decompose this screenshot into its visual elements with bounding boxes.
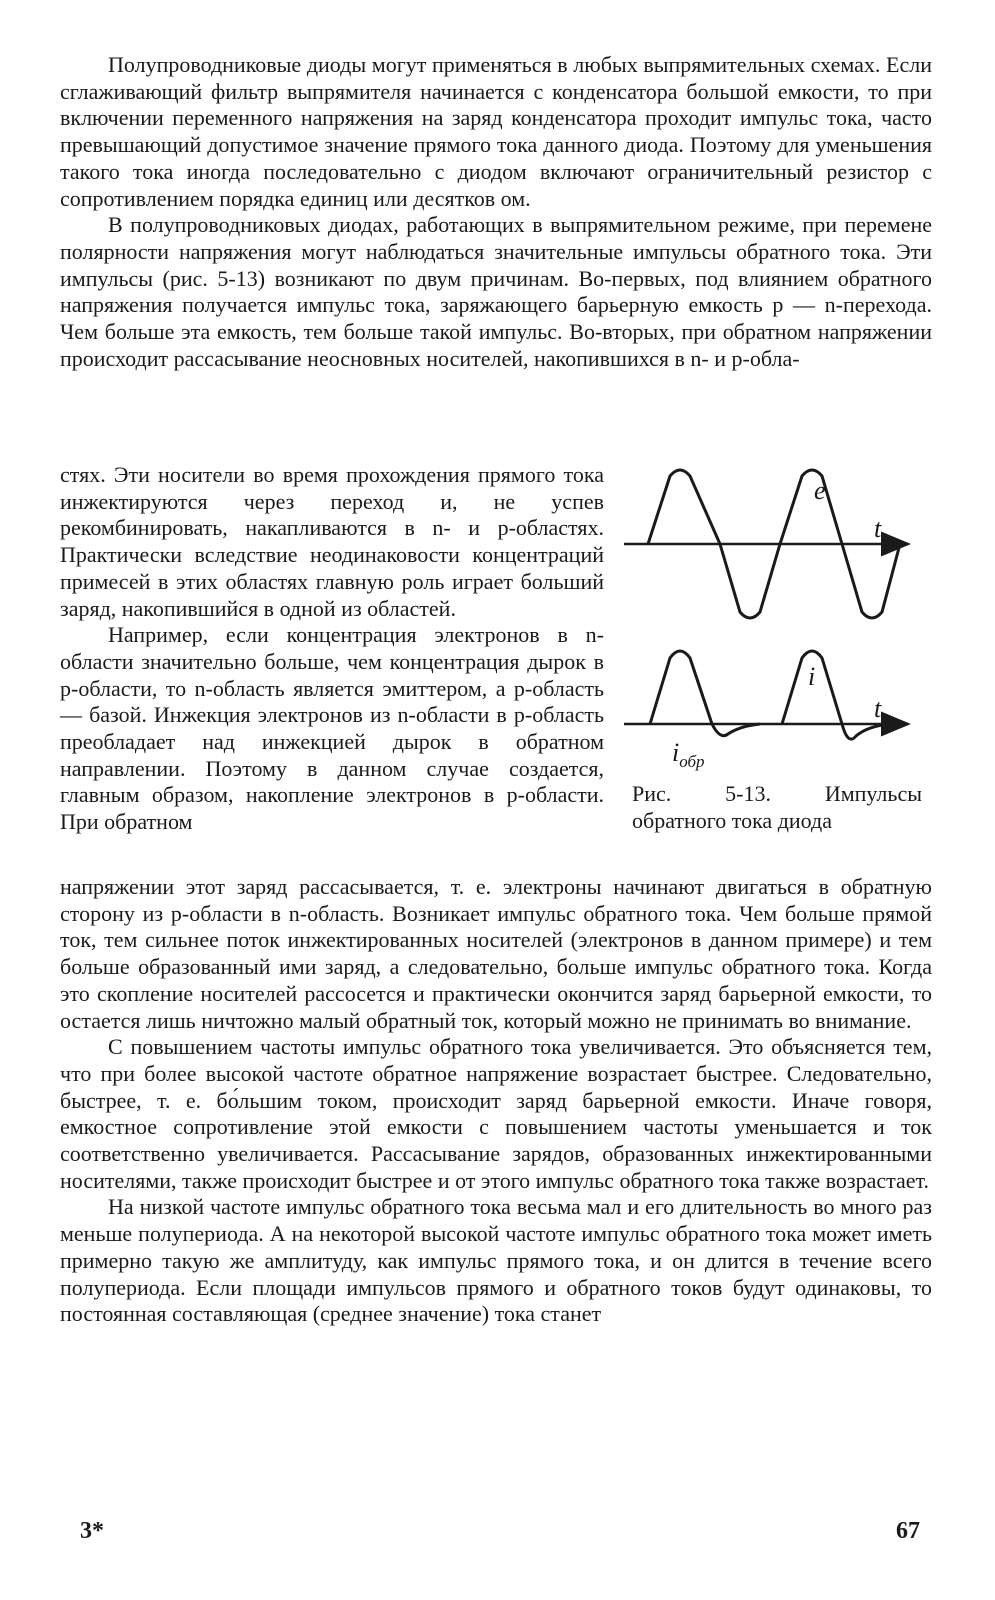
paragraph: Например, если концентрация электронов в n-области значительно больше, чем концентрация дырок в p-области, то n-область является эмиттером, а p-область — базой. Инжекция электронов из n-области в p-область преобладает над инжекцией дырок в обратном направлении. Поэтому в данном случае создается, главным образом, накопление электронов в p-области. При обратном	[60, 622, 604, 835]
text-column-beside-figure	[60, 462, 604, 836]
label-i-reverse: $i_{обр}$	[672, 738, 705, 772]
paragraph: С повышением частоты импульс обратного тока увеличивается. Это объясняется тем, что при более высокой частоте обратное напряжение возрастает быстрее. Следовательно, быстрее, т. е. бо́льшим током, происходит заряд барьерной емкости. Иначе говоря, емкостное сопротивление этой емкости с повышением частоты уменьшается и ток соответственно увеличивается. Рассасывание зарядов, образованных инжектированными носителями, также происходит быстрее и от этого импульс обратного тока также возрастает.	[60, 1034, 932, 1193]
label-t-bottom: t	[874, 694, 882, 723]
paragraph: напряжении этот заряд рассасывается, т. е. электроны начинают двигаться в обратную сторону из p-области в n-область. Возникает импульс обратного тока. Чем больше прямой ток, тем сильнее поток инжектированных носителей (электронов в данном примере) и тем больше образованный ими заряд, а следовательно, больше импульс обратного тока. Когда это скопление носителей рассосется и практически окончится заряд барьерной емкости, то остается лишь ничтожно малый обратный ток, который можно не принимать во внимание.	[60, 874, 932, 1033]
text-block-top	[60, 52, 932, 372]
paragraph: стях. Эти носители во время прохождения прямого тока инжектируются через переход и, не успев рекомбинировать, накапливаются в n- и p-областях. Практически вследствие неодинаковости концентраций примесей в этих областях главную роль играет больший заряд, накопившийся в одной из областей.	[60, 462, 604, 621]
paragraph: В полупроводниковых диодах, работающих в выпрямительном режиме, при перемене полярности напряжения могут наблюдаться значительные импульсы обратного тока. Эти импульсы (рис. 5-13) возникают по двум причинам. Во-первых, под влиянием обратного напряжения получается импульс тока, заряжающего барьерную емкость p — n-перехода. Чем больше эта емкость, тем больше такой импульс. Во-вторых, при обратном напряжении происходит рассасывание неосновных носителей, накопившихся в n- и p-обла-	[60, 212, 932, 371]
paragraph: Полупроводниковые диоды могут применяться в любых выпрямительных схемах. Если сглаживающий фильтр выпрямителя начинается с конденсатора большой емкости, то при включении переменного напряжения на заряд конденсатора проходит импульс тока, часто превышающий допустимое значение прямого тока данного диода. Поэтому для уменьшения такого тока иногда последовательно с диодом включают ограничительный резистор с сопротивлением порядка единиц или десятков ом.	[60, 52, 932, 211]
figure-caption: Рис. 5-13. Импульсы обратного тока диода	[632, 781, 922, 833]
label-e: e	[814, 476, 826, 505]
label-i: i	[808, 662, 816, 691]
figure-5-13	[620, 462, 932, 852]
waveform-diagram	[620, 462, 932, 772]
label-t-top: t	[874, 514, 882, 543]
text-block-bottom	[60, 874, 932, 1328]
page-number: 67	[896, 1518, 920, 1544]
paragraph: На низкой частоте импульс обратного тока весьма мал и его длительность во много раз меньше полупериода. А на некоторой высокой частоте импульс обратного тока может иметь примерно такую же амплитуду, как импульс прямого тока, и он длится в течение всего полупериода. Если площади импульсов прямого и обратного токов будут одинаковы, то постоянная составляющая (среднее значение) тока станет	[60, 1194, 932, 1327]
page-footer	[80, 1518, 920, 1545]
signature-mark: 3*	[80, 1518, 104, 1544]
